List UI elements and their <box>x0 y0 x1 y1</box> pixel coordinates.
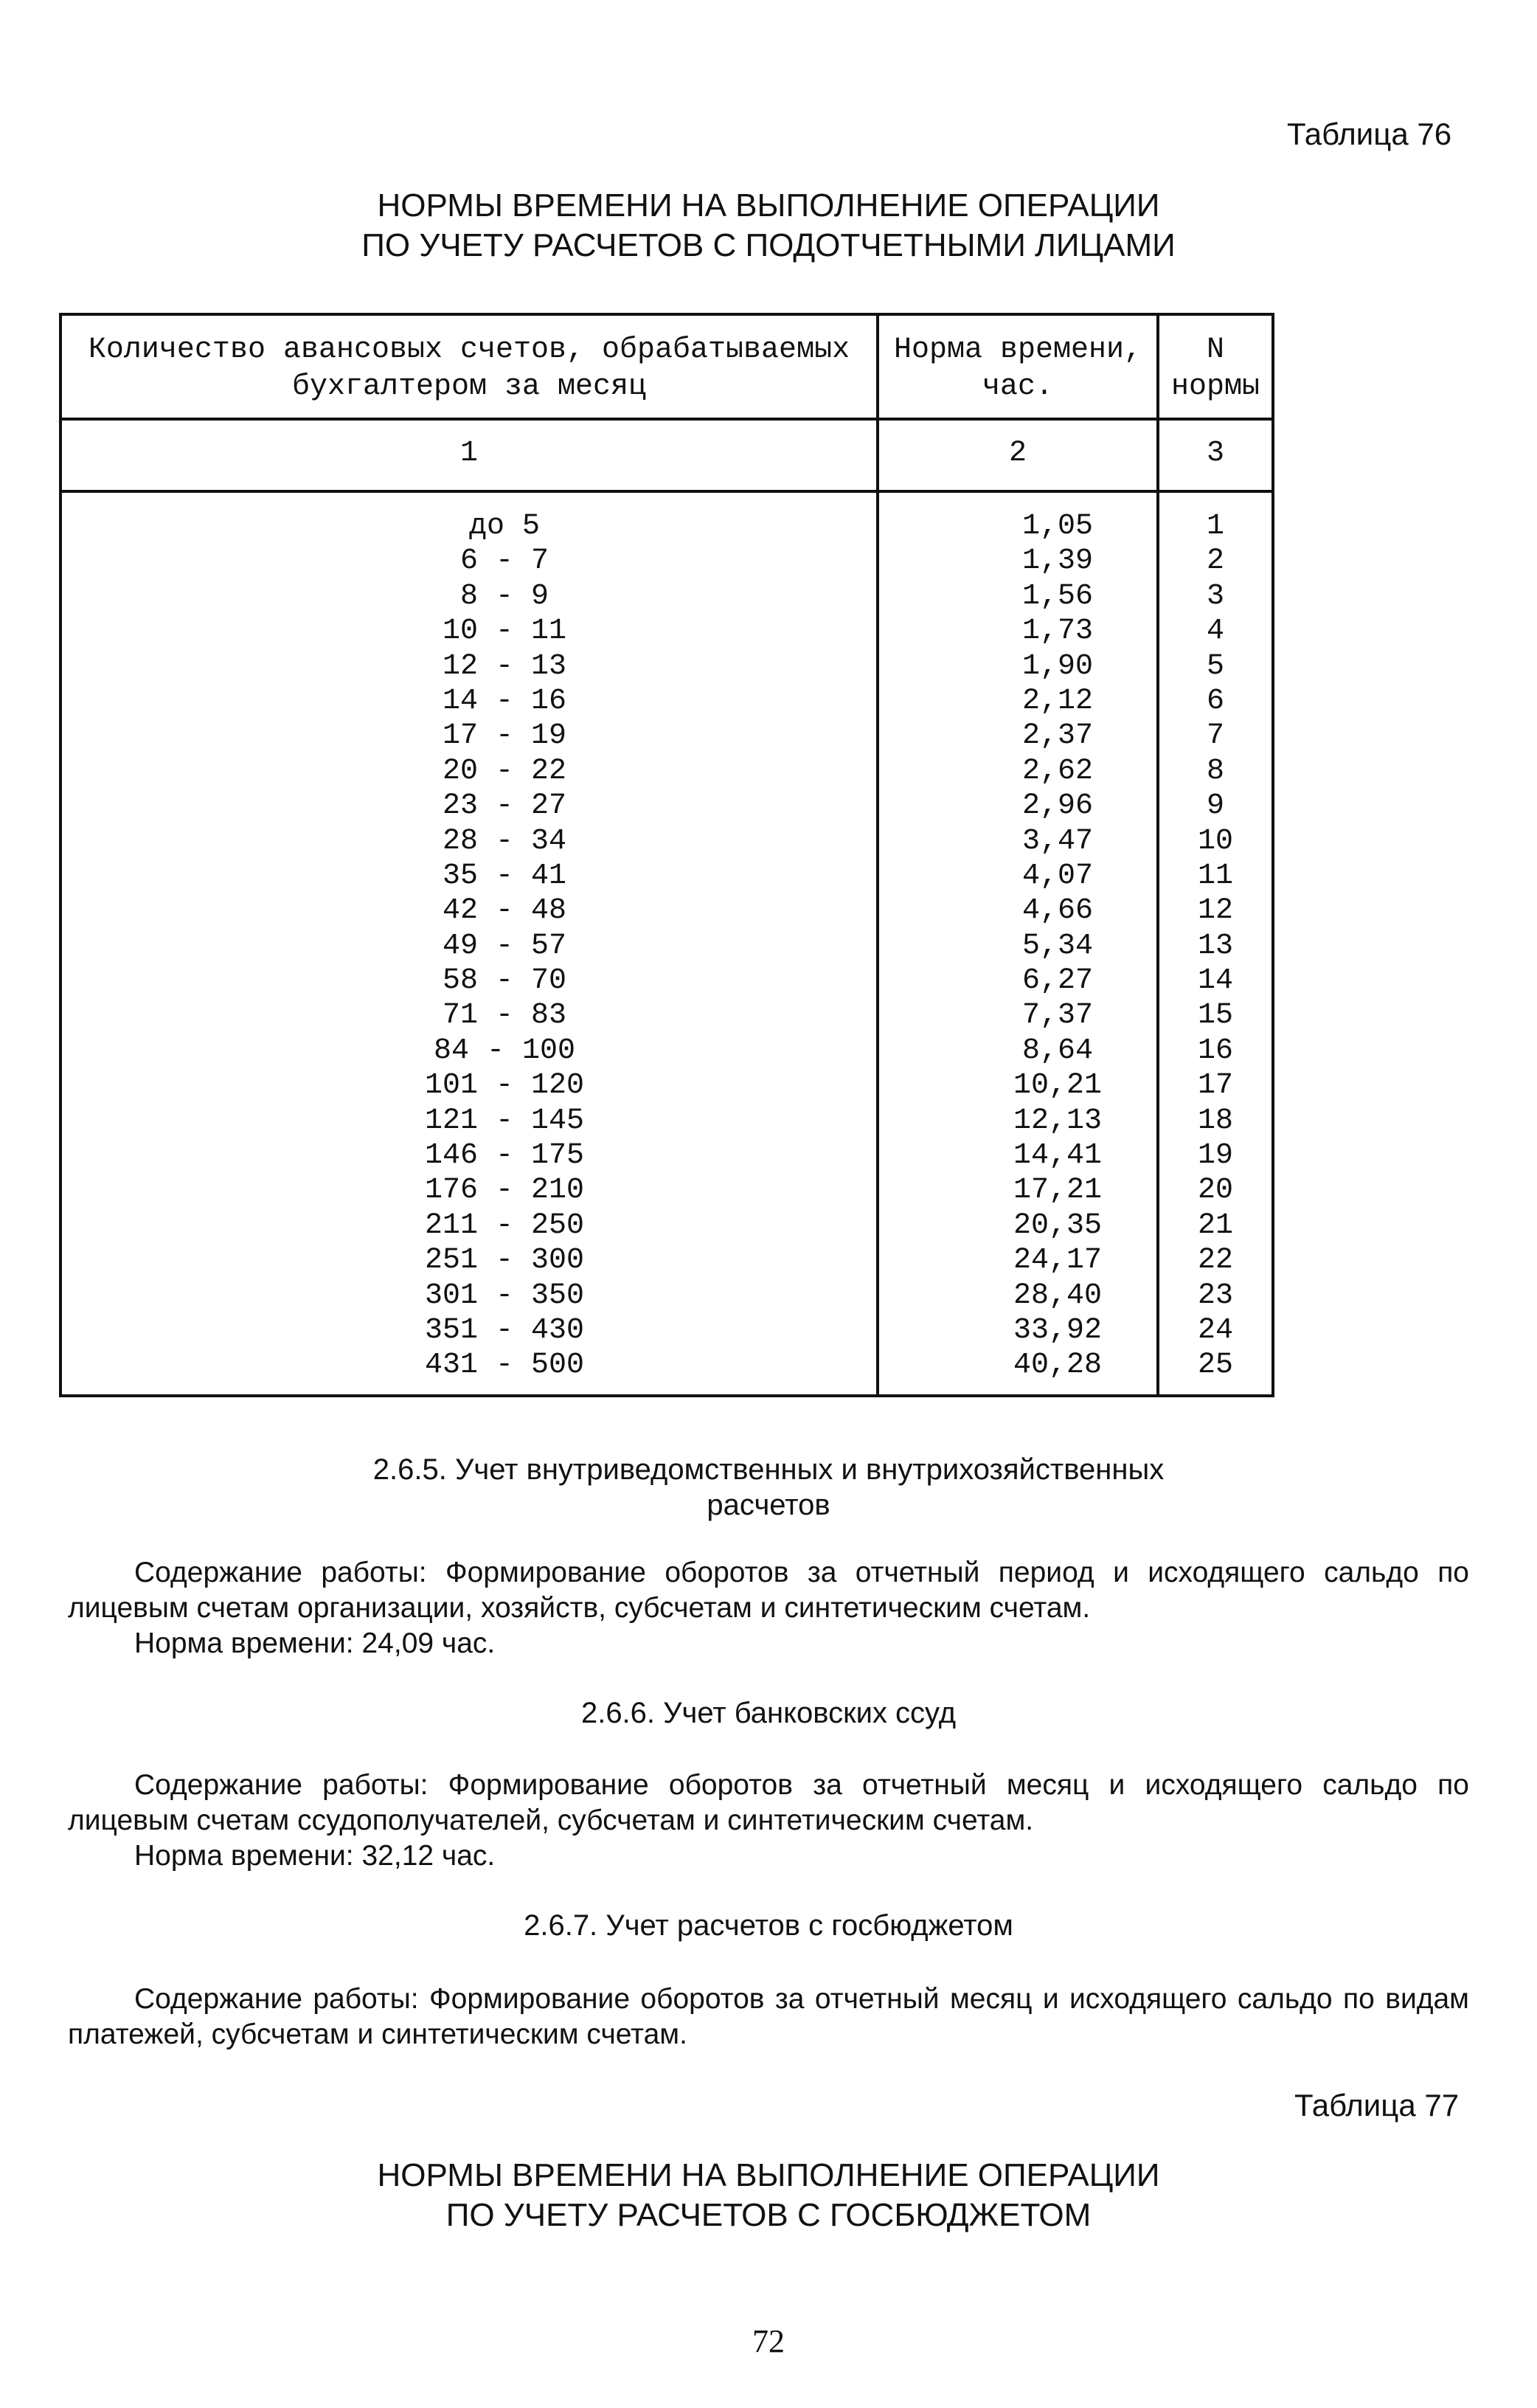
header-col1-line1: Количество авансовых счетов, обрабатываемых <box>88 333 850 367</box>
norm-cell: 17 <box>1197 1069 1233 1103</box>
range-cell: 301 - 350 <box>424 1279 585 1312</box>
table-76-caption: Таблица 76 <box>1287 117 1452 151</box>
time-cell: 8,64 <box>1021 1034 1093 1068</box>
norm-cell: 16 <box>1197 1034 1233 1068</box>
col-number-1: 1 <box>459 437 478 470</box>
norm-cell: 23 <box>1197 1279 1233 1312</box>
range-cell: 6 - 7 <box>459 544 549 578</box>
norm-cell: 7 <box>1206 719 1224 753</box>
table-76-title <box>0 186 1537 266</box>
time-cell: 20,35 <box>1013 1208 1103 1242</box>
section-267-content: Содержание работы: Формирование оборотов за отчетный месяц и исходящего сальдо по видам платежей, субсчетам и синтетическим счетам. <box>68 1983 1469 2050</box>
table-77-title-line1: НОРМЫ ВРЕМЕНИ НА ВЫПОЛНЕНИЕ ОПЕРАЦИИ <box>377 2157 1160 2193</box>
norm-cell: 1 <box>1206 510 1224 543</box>
range-cell: 14 - 16 <box>442 684 567 718</box>
time-cell: 1,73 <box>1021 615 1093 648</box>
col-number-2: 2 <box>1008 437 1027 470</box>
section-267-heading: 2.6.7. Учет расчетов с госбюджетом <box>524 1909 1013 1942</box>
norm-cell: 22 <box>1197 1244 1233 1278</box>
norm-cell: 21 <box>1197 1208 1233 1242</box>
time-cell: 33,92 <box>1013 1313 1103 1347</box>
range-cell: до 5 <box>468 510 540 543</box>
table-76 <box>59 313 1274 1397</box>
time-cell: 5,34 <box>1021 929 1093 963</box>
norm-cell: 11 <box>1197 859 1233 893</box>
range-cell: 49 - 57 <box>442 929 567 963</box>
time-cell: 40,28 <box>1013 1349 1103 1383</box>
norm-cell: 6 <box>1206 684 1224 718</box>
range-cell: 10 - 11 <box>442 615 567 648</box>
header-col2-line1: Норма времени, <box>893 333 1142 367</box>
norm-cell: 4 <box>1206 615 1224 648</box>
page-number: 72 <box>752 2323 785 2359</box>
time-cell: 1,56 <box>1021 579 1093 613</box>
section-265-norm: Норма времени: 24,09 час. <box>134 1627 496 1659</box>
table-77-title-line2: ПО УЧЕТУ РАСЧЕТОВ С ГОСБЮДЖЕТОМ <box>445 2197 1092 2233</box>
range-cell: 20 - 22 <box>442 754 567 788</box>
section-266-body <box>68 1768 1469 1874</box>
header-col3 <box>1159 332 1271 406</box>
norm-cell: 9 <box>1206 789 1224 823</box>
range-cell: 121 - 145 <box>424 1104 585 1138</box>
section-265-body <box>68 1555 1469 1661</box>
range-cell: 431 - 500 <box>424 1349 585 1383</box>
range-cell: 211 - 250 <box>424 1208 585 1242</box>
range-cell: 251 - 300 <box>424 1244 585 1278</box>
time-cell: 24,17 <box>1013 1244 1103 1278</box>
header-col1 <box>62 332 876 406</box>
time-cell: 7,37 <box>1021 999 1093 1033</box>
time-cell: 28,40 <box>1013 1279 1103 1312</box>
column-divider-1 <box>876 316 879 1394</box>
table-76-title-line2: ПО УЧЕТУ РАСЧЕТОВ С ПОДОТЧЕТНЫМИ ЛИЦАМИ <box>361 227 1176 263</box>
table-77-caption: Таблица 77 <box>1294 2088 1460 2122</box>
header-col2 <box>879 332 1156 406</box>
range-cell: 35 - 41 <box>442 859 567 893</box>
header-col1-line2: бухгалтером за месяц <box>291 370 647 404</box>
norm-cell: 13 <box>1197 929 1233 963</box>
time-cell: 1,05 <box>1021 510 1093 543</box>
range-cell: 8 - 9 <box>459 579 549 613</box>
time-cell: 12,13 <box>1013 1104 1103 1138</box>
norm-cell: 5 <box>1206 649 1224 683</box>
norm-cell: 10 <box>1197 824 1233 858</box>
range-cell: 42 - 48 <box>442 894 567 928</box>
time-cell: 1,90 <box>1021 649 1093 683</box>
range-cell: 12 - 13 <box>442 649 567 683</box>
header-col2-line2: час. <box>982 370 1053 404</box>
range-cell: 101 - 120 <box>424 1069 585 1103</box>
section-265-heading <box>0 1452 1537 1523</box>
time-cell: 2,96 <box>1021 789 1093 823</box>
time-cell: 17,21 <box>1013 1174 1103 1208</box>
section-267-body <box>68 1982 1469 2052</box>
time-cell: 2,12 <box>1021 684 1093 718</box>
norm-cell: 2 <box>1206 544 1224 578</box>
time-cell: 4,07 <box>1021 859 1093 893</box>
section-266-content: Содержание работы: Формирование оборотов за отчетный месяц и исходящего сальдо по лицевым счетам ссудополучателей, субсчетам и синтетическим счетам. <box>68 1769 1469 1836</box>
range-cell: 146 - 175 <box>424 1139 585 1173</box>
norm-cell: 8 <box>1206 754 1224 788</box>
range-column <box>386 509 622 1383</box>
section-265-heading-line2: расчетов <box>707 1489 830 1521</box>
time-column <box>917 509 1198 1383</box>
time-cell: 2,62 <box>1021 754 1093 788</box>
norm-column <box>1159 509 1271 1383</box>
norm-cell: 15 <box>1197 999 1233 1033</box>
norm-cell: 19 <box>1197 1139 1233 1173</box>
table-77-title <box>0 2156 1537 2235</box>
norm-cell: 25 <box>1197 1349 1233 1383</box>
norm-cell: 14 <box>1197 964 1233 998</box>
time-cell: 2,37 <box>1021 719 1093 753</box>
section-266-norm: Норма времени: 32,12 час. <box>134 1840 496 1872</box>
section-266-heading: 2.6.6. Учет банковских ссуд <box>580 1697 957 1729</box>
time-cell: 3,47 <box>1021 824 1093 858</box>
column-number-divider <box>62 490 1271 493</box>
time-cell: 10,21 <box>1013 1069 1103 1103</box>
norm-cell: 3 <box>1206 579 1224 613</box>
time-cell: 6,27 <box>1021 964 1093 998</box>
col-number-3: 3 <box>1206 437 1224 470</box>
range-cell: 351 - 430 <box>424 1313 585 1347</box>
range-cell: 71 - 83 <box>442 999 567 1033</box>
range-cell: 28 - 34 <box>442 824 567 858</box>
time-cell: 1,39 <box>1021 544 1093 578</box>
range-cell: 58 - 70 <box>442 964 567 998</box>
range-cell: 23 - 27 <box>442 789 567 823</box>
table-76-title-line1: НОРМЫ ВРЕМЕНИ НА ВЫПОЛНЕНИЕ ОПЕРАЦИИ <box>377 187 1160 224</box>
header-col3-line2: нормы <box>1170 370 1260 404</box>
time-cell: 4,66 <box>1021 894 1093 928</box>
norm-cell: 18 <box>1197 1104 1233 1138</box>
norm-cell: 20 <box>1197 1174 1233 1208</box>
time-cell: 14,41 <box>1013 1139 1103 1173</box>
header-col3-line1: N <box>1206 333 1224 367</box>
range-cell: 17 - 19 <box>442 719 567 753</box>
section-265-content: Содержание работы: Формирование оборотов за отчетный период и исходящего сальдо по лицевым счетам организации, хозяйств, субсчетам и синтетическим счетам. <box>68 1557 1469 1624</box>
range-cell: 176 - 210 <box>424 1174 585 1208</box>
range-cell: 84 - 100 <box>433 1034 576 1068</box>
norm-cell: 24 <box>1197 1313 1233 1347</box>
norm-cell: 12 <box>1197 894 1233 928</box>
header-divider <box>62 418 1271 421</box>
section-265-heading-line1: 2.6.5. Учет внутриведомственных и внутрихозяйственных <box>372 1453 1165 1486</box>
